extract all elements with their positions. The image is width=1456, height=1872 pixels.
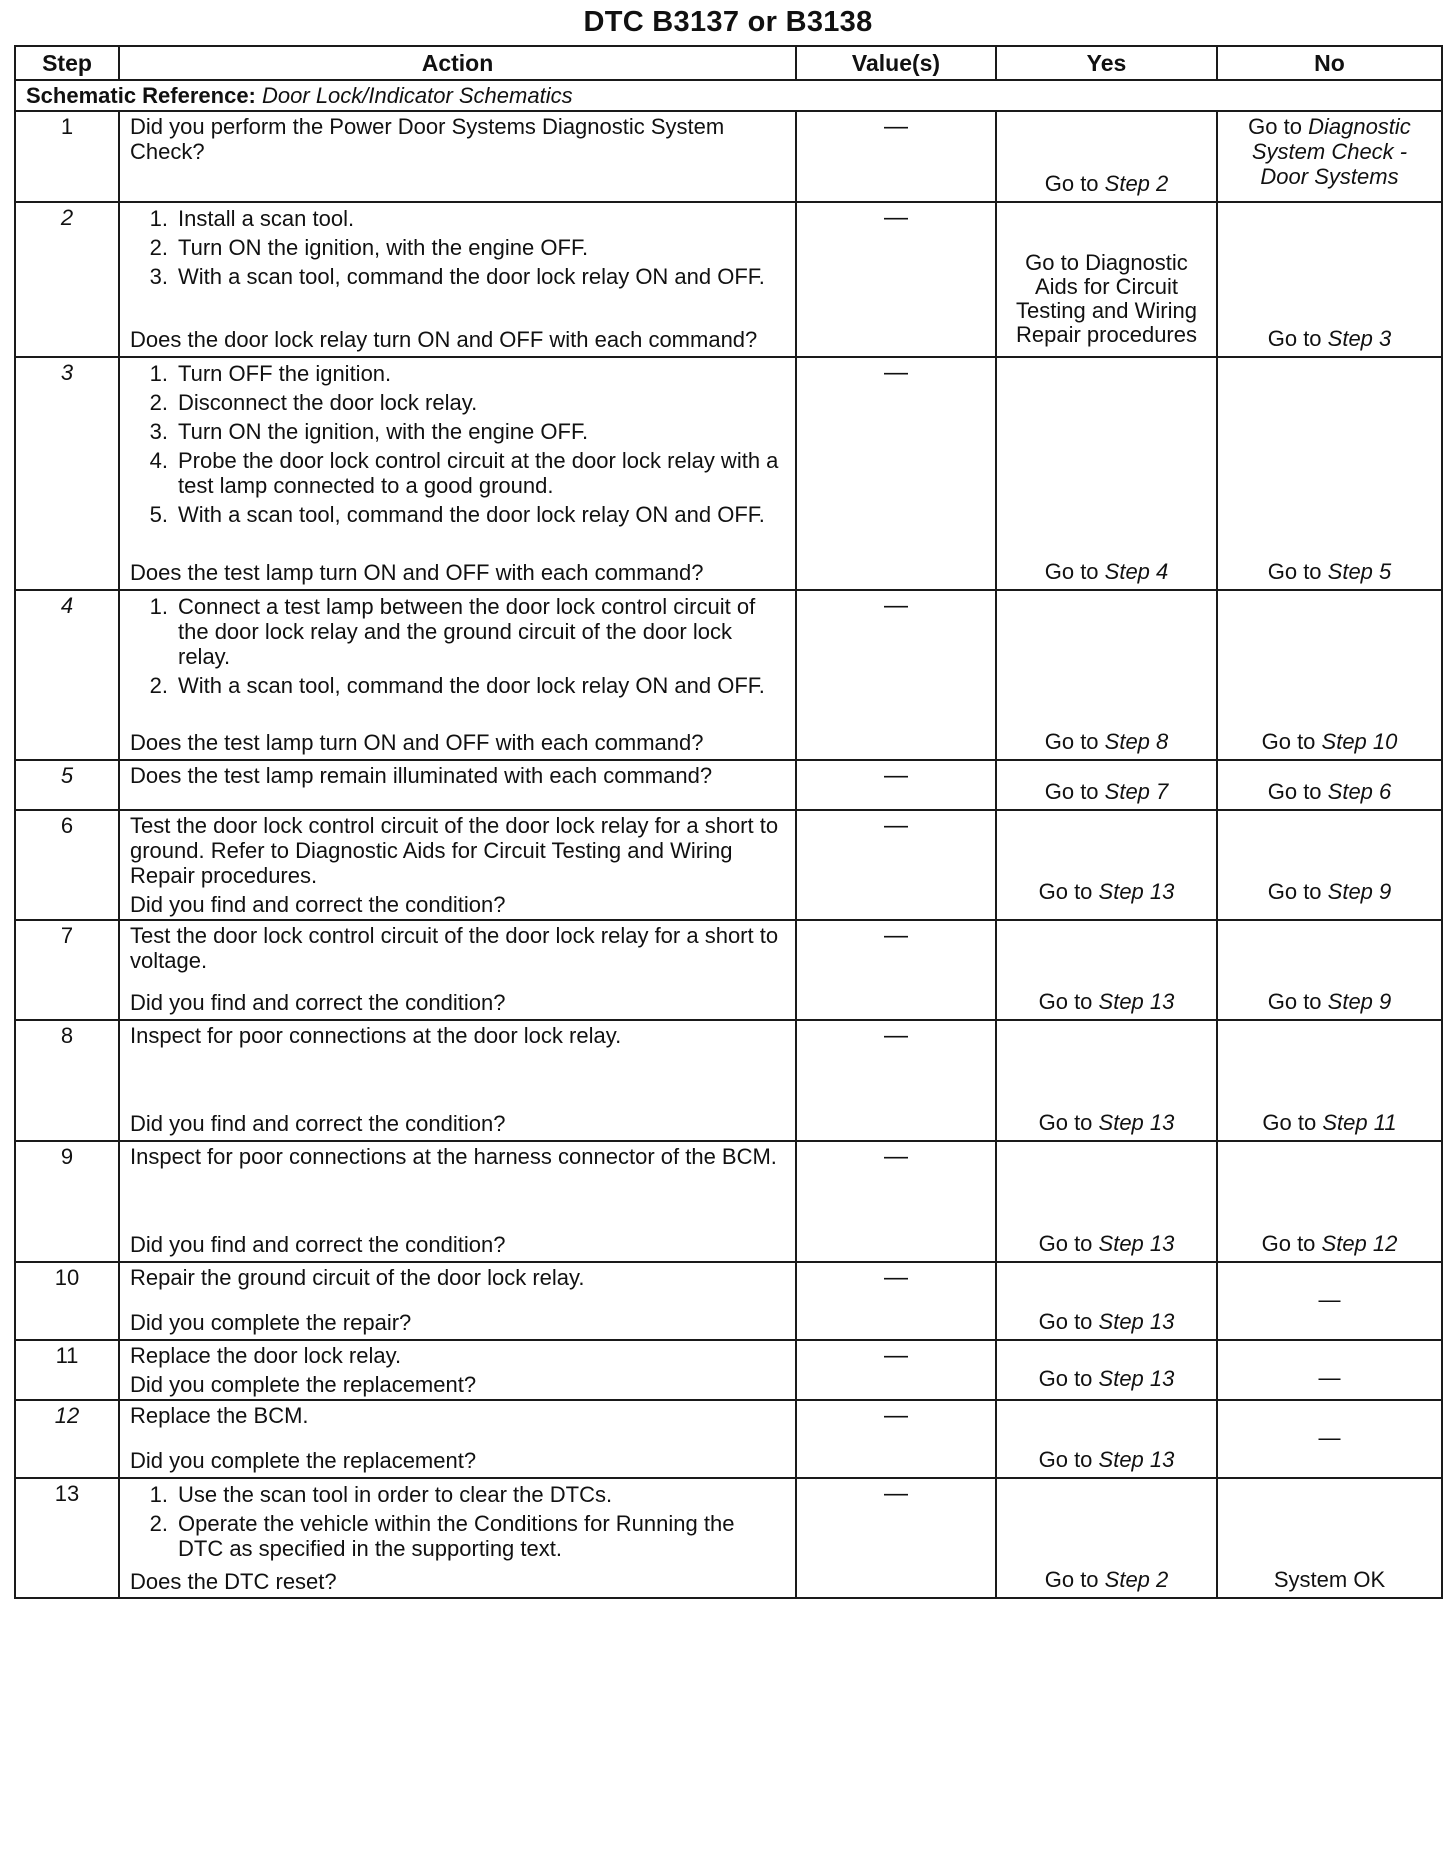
goto-prefix: Go to xyxy=(1038,1309,1099,1334)
no-content xyxy=(1228,205,1431,352)
action-cell xyxy=(119,202,796,357)
yes-goto[interactable] xyxy=(1007,879,1206,905)
action-item-text: Turn OFF the ignition. xyxy=(178,361,392,386)
action-text: Replace the door lock relay. xyxy=(130,1343,402,1368)
header-values: Value(s) xyxy=(796,46,996,80)
action-list xyxy=(130,361,785,531)
action-item-number: 1. xyxy=(149,594,168,619)
yes-cell xyxy=(996,357,1217,590)
goto-prefix: Go to xyxy=(1038,1366,1099,1391)
no-cell xyxy=(1217,1400,1442,1478)
action-item-text: With a scan tool, command the door lock relay ON and OFF. xyxy=(178,502,765,527)
value-cell: — xyxy=(796,760,996,810)
yes-content xyxy=(1007,763,1206,805)
step-number: 2 xyxy=(15,202,119,357)
yes-goto[interactable] xyxy=(1007,1447,1206,1473)
no-cell xyxy=(1217,1262,1442,1340)
no-goto[interactable] xyxy=(1228,779,1431,805)
action-content xyxy=(130,114,785,197)
no-content xyxy=(1228,1343,1431,1392)
action-cell xyxy=(119,1262,796,1340)
yes-cell xyxy=(996,760,1217,810)
step-number: 9 xyxy=(15,1141,119,1262)
no-content xyxy=(1228,1403,1431,1473)
no-cell xyxy=(1217,1478,1442,1598)
goto-target: Step 9 xyxy=(1327,989,1392,1014)
yes-cell xyxy=(996,1141,1217,1262)
yes-goto[interactable] xyxy=(1007,1231,1206,1257)
goto-prefix: Go to xyxy=(1267,326,1328,351)
action-text: Repair the ground circuit of the door lock relay. xyxy=(130,1265,585,1290)
goto-target: Step 13 xyxy=(1098,1447,1175,1472)
action-content xyxy=(130,1265,785,1335)
no-content xyxy=(1228,923,1431,1015)
no-content xyxy=(1228,1265,1431,1335)
action-list-item xyxy=(130,361,785,386)
no-goto[interactable] xyxy=(1228,559,1431,585)
table-row xyxy=(15,357,1442,590)
step-number: 1 xyxy=(15,111,119,202)
goto-target: Step 2 xyxy=(1104,171,1169,196)
action-item-text: Disconnect the door lock relay. xyxy=(178,390,478,415)
action-question: Did you complete the replacement? xyxy=(130,1372,477,1397)
goto-prefix: Go to xyxy=(1038,879,1099,904)
value-cell: — xyxy=(796,1478,996,1598)
table-row xyxy=(15,111,1442,202)
action-question: Does the DTC reset? xyxy=(130,1569,337,1594)
action-list-item xyxy=(130,1482,785,1507)
action-question: Does the test lamp turn ON and OFF with each command? xyxy=(130,560,704,585)
header-action: Action xyxy=(119,46,796,80)
goto-target: Step 13 xyxy=(1098,879,1175,904)
goto-target: Step 10 xyxy=(1321,729,1398,754)
schematic-reference xyxy=(15,80,1442,111)
yes-goto[interactable] xyxy=(1007,779,1206,805)
table-row xyxy=(15,590,1442,760)
action-text: Inspect for poor connections at the door lock relay. xyxy=(130,1023,622,1048)
yes-goto[interactable] xyxy=(1007,729,1206,755)
value-cell: — xyxy=(796,1141,996,1262)
value-cell: — xyxy=(796,810,996,920)
action-item-text: Operate the vehicle within the Conditions for Running the DTC as specified in the supporting text. xyxy=(178,1511,735,1561)
no-cell xyxy=(1217,810,1442,920)
action-item-text: Install a scan tool. xyxy=(178,206,355,231)
action-text: Did you perform the Power Door Systems Diagnostic System Check? xyxy=(130,114,725,164)
action-list xyxy=(130,206,785,293)
no-cell xyxy=(1217,590,1442,760)
goto-target: Step 13 xyxy=(1098,1366,1175,1391)
yes-content xyxy=(1007,1343,1206,1392)
no-dash: — xyxy=(1318,1425,1341,1450)
action-item-number: 4. xyxy=(149,448,168,473)
goto-target: Step 3 xyxy=(1327,326,1392,351)
action-list-item xyxy=(130,502,785,527)
yes-goto[interactable] xyxy=(1007,1309,1206,1335)
goto-target: Step 2 xyxy=(1104,1567,1169,1592)
value-cell: — xyxy=(796,1400,996,1478)
no-content xyxy=(1228,1481,1431,1593)
step-number: 11 xyxy=(15,1340,119,1400)
action-content xyxy=(130,813,785,917)
yes-content xyxy=(1007,1265,1206,1335)
table-header-row xyxy=(15,46,1442,80)
no-dash: — xyxy=(1318,1287,1341,1312)
action-cell xyxy=(119,1478,796,1598)
goto-prefix: Go to xyxy=(1267,779,1328,804)
action-list-item xyxy=(130,264,785,289)
action-question: Does the test lamp remain illuminated with each command? xyxy=(130,763,713,788)
goto-prefix: Go to xyxy=(1038,989,1099,1014)
action-question: Did you find and correct the condition? xyxy=(130,892,506,917)
action-content xyxy=(130,763,785,805)
goto-prefix: Go to xyxy=(1044,729,1105,754)
no-cell xyxy=(1217,1141,1442,1262)
value-cell: — xyxy=(796,1340,996,1400)
no-content xyxy=(1228,1023,1431,1136)
yes-goto[interactable] xyxy=(1007,1567,1206,1593)
yes-cell xyxy=(996,1262,1217,1340)
action-cell xyxy=(119,1340,796,1400)
table-row xyxy=(15,920,1442,1020)
step-number: 4 xyxy=(15,590,119,760)
goto-prefix: Go to xyxy=(1261,1231,1322,1256)
goto-prefix: Go to xyxy=(1044,171,1105,196)
action-item-text: Turn ON the ignition, with the engine OFF. xyxy=(178,235,589,260)
goto-prefix: Go to xyxy=(1038,1110,1099,1135)
no-cell xyxy=(1217,111,1442,202)
action-cell xyxy=(119,1020,796,1141)
yes-content xyxy=(1007,923,1206,1015)
no-goto[interactable] xyxy=(1228,326,1431,352)
value-cell: — xyxy=(796,111,996,202)
schematic-label: Schematic Reference: xyxy=(26,83,256,108)
yes-cell xyxy=(996,1478,1217,1598)
action-text: Test the door lock control circuit of the door lock relay for a short to voltage. xyxy=(130,923,779,973)
yes-content xyxy=(1007,360,1206,585)
spacer xyxy=(130,1428,785,1448)
action-question: Did you find and correct the condition? xyxy=(130,1232,506,1257)
yes-content xyxy=(1007,813,1206,905)
action-question: Does the test lamp turn ON and OFF with each command? xyxy=(130,730,704,755)
spacer xyxy=(130,531,785,560)
action-list-item xyxy=(130,235,785,260)
action-cell xyxy=(119,357,796,590)
no-dash: — xyxy=(1318,1365,1341,1390)
action-cell xyxy=(119,1141,796,1262)
goto-target: Step 13 xyxy=(1098,1110,1175,1135)
action-item-number: 5. xyxy=(149,502,168,527)
table-row xyxy=(15,760,1442,810)
action-list xyxy=(130,1482,785,1565)
yes-content xyxy=(1007,114,1206,197)
yes-content xyxy=(1007,1144,1206,1257)
yes-content xyxy=(1007,1023,1206,1136)
action-question: Did you complete the repair? xyxy=(130,1310,412,1335)
step-number: 13 xyxy=(15,1478,119,1598)
value-cell: — xyxy=(796,590,996,760)
value-cell: — xyxy=(796,202,996,357)
action-content xyxy=(130,205,785,352)
goto-target: Step 7 xyxy=(1104,779,1169,804)
action-content xyxy=(130,1403,785,1473)
goto-target: Step 13 xyxy=(1098,1309,1175,1334)
action-content xyxy=(130,360,785,585)
action-list-item xyxy=(130,448,785,498)
header-step: Step xyxy=(15,46,119,80)
action-item-number: 3. xyxy=(149,419,168,444)
action-item-text: With a scan tool, command the door lock relay ON and OFF. xyxy=(178,673,765,698)
goto-target: Step 13 xyxy=(1098,989,1175,1014)
schematic-link[interactable]: Door Lock/Indicator Schematics xyxy=(262,83,573,108)
goto-prefix: Go to xyxy=(1044,559,1105,584)
yes-content xyxy=(1007,593,1206,755)
yes-goto[interactable] xyxy=(1007,1110,1206,1136)
goto-prefix: Go to xyxy=(1044,1567,1105,1592)
value-cell: — xyxy=(796,920,996,1020)
goto-prefix: Go to xyxy=(1267,879,1328,904)
action-content xyxy=(130,593,785,755)
action-item-text: Probe the door lock control circuit at the door lock relay with a test lamp connected to a good ground. xyxy=(178,448,779,498)
action-list xyxy=(130,594,785,702)
table-row xyxy=(15,1141,1442,1262)
no-goto[interactable] xyxy=(1228,1231,1431,1257)
action-list-item xyxy=(130,594,785,669)
goto-target: Step 9 xyxy=(1327,879,1392,904)
yes-content xyxy=(1007,1403,1206,1473)
table-row xyxy=(15,1340,1442,1400)
spacer xyxy=(130,1048,785,1111)
yes-cell xyxy=(996,810,1217,920)
step-number: 7 xyxy=(15,920,119,1020)
action-question: Did you find and correct the condition? xyxy=(130,990,506,1015)
yes-cell xyxy=(996,590,1217,760)
action-item-text: Use the scan tool in order to clear the DTCs. xyxy=(178,1482,613,1507)
action-list-item xyxy=(130,206,785,231)
document-title: DTC B3137 or B3138 xyxy=(583,6,873,38)
action-list-item xyxy=(130,390,785,415)
table-row xyxy=(15,1020,1442,1141)
goto-target: Step 6 xyxy=(1327,779,1392,804)
table-row xyxy=(15,202,1442,357)
spacer xyxy=(130,973,785,990)
goto-prefix: Go to xyxy=(1267,989,1328,1014)
no-goto[interactable]: System OK xyxy=(1273,1567,1386,1592)
action-item-number: 1. xyxy=(149,206,168,231)
goto-prefix: Go to xyxy=(1044,779,1105,804)
action-question: Did you complete the replacement? xyxy=(130,1448,477,1473)
value-cell: — xyxy=(796,1020,996,1141)
goto-prefix: Go to xyxy=(1262,1110,1323,1135)
yes-cell xyxy=(996,1020,1217,1141)
action-list-item xyxy=(130,419,785,444)
no-goto[interactable] xyxy=(1228,729,1431,755)
action-item-text: Connect a test lamp between the door lock control circuit of the door lock relay and the ground circuit of the door lock relay. xyxy=(178,594,756,669)
spacer xyxy=(130,1290,785,1310)
step-number: 8 xyxy=(15,1020,119,1141)
action-item-number: 2. xyxy=(149,1511,168,1536)
goto-target: Step 11 xyxy=(1322,1110,1397,1135)
action-text: Inspect for poor connections at the harness connector of the BCM. xyxy=(130,1144,777,1169)
action-question: Does the door lock relay turn ON and OFF with each command? xyxy=(130,327,758,352)
no-goto[interactable] xyxy=(1228,989,1431,1015)
action-item-number: 2. xyxy=(149,390,168,415)
header-no: No xyxy=(1217,46,1442,80)
no-goto[interactable] xyxy=(1228,1110,1431,1136)
step-number: 12 xyxy=(15,1400,119,1478)
step-number: 6 xyxy=(15,810,119,920)
goto-prefix: Go to xyxy=(1248,114,1309,139)
action-content xyxy=(130,923,785,1015)
action-cell xyxy=(119,1400,796,1478)
yes-goto[interactable] xyxy=(1007,559,1206,585)
yes-cell xyxy=(996,111,1217,202)
spacer xyxy=(130,702,785,730)
yes-content xyxy=(1007,205,1206,352)
spacer xyxy=(130,293,785,327)
table-row xyxy=(15,1478,1442,1598)
no-content xyxy=(1228,813,1431,905)
action-cell xyxy=(119,590,796,760)
yes-goto[interactable] xyxy=(1007,1366,1206,1392)
no-cell xyxy=(1217,920,1442,1020)
yes-goto[interactable] xyxy=(1007,171,1206,197)
action-list-item xyxy=(130,673,785,698)
goto-prefix: Go to xyxy=(1267,559,1328,584)
goto-target: Diagnostic System Check - Door Systems xyxy=(1251,114,1411,189)
no-goto[interactable] xyxy=(1228,114,1431,189)
goto-target: Step 12 xyxy=(1321,1231,1398,1256)
value-cell: — xyxy=(796,357,996,590)
action-cell xyxy=(119,810,796,920)
action-cell xyxy=(119,111,796,202)
schematic-row xyxy=(15,80,1442,111)
action-item-text: With a scan tool, command the door lock relay ON and OFF. xyxy=(178,264,765,289)
no-content xyxy=(1228,1144,1431,1257)
goto-target: Step 5 xyxy=(1327,559,1392,584)
spacer xyxy=(130,1169,785,1232)
yes-goto[interactable] xyxy=(1007,989,1206,1015)
table-row xyxy=(15,1262,1442,1340)
action-content xyxy=(130,1023,785,1136)
action-item-number: 3. xyxy=(149,264,168,289)
action-question: Did you find and correct the condition? xyxy=(130,1111,506,1136)
step-number: 10 xyxy=(15,1262,119,1340)
action-cell xyxy=(119,920,796,1020)
action-text: Replace the BCM. xyxy=(130,1403,309,1428)
action-item-text: Turn ON the ignition, with the engine OFF. xyxy=(178,419,589,444)
no-cell xyxy=(1217,1340,1442,1400)
no-content xyxy=(1228,593,1431,755)
goto-prefix: Go to xyxy=(1261,729,1322,754)
goto-prefix: Go to xyxy=(1038,1231,1099,1256)
action-content xyxy=(130,1343,785,1397)
action-item-number: 2. xyxy=(149,673,168,698)
value-cell: — xyxy=(796,1262,996,1340)
yes-content xyxy=(1007,1481,1206,1593)
yes-cell xyxy=(996,920,1217,1020)
goto-prefix: Go to xyxy=(1038,1447,1099,1472)
no-cell xyxy=(1217,202,1442,357)
no-cell xyxy=(1217,760,1442,810)
table-row xyxy=(15,810,1442,920)
table-row xyxy=(15,1400,1442,1478)
no-goto[interactable] xyxy=(1228,879,1431,905)
step-number: 3 xyxy=(15,357,119,590)
action-cell xyxy=(119,760,796,810)
yes-cell xyxy=(996,1340,1217,1400)
header-yes: Yes xyxy=(996,46,1217,80)
action-item-number: 1. xyxy=(149,1482,168,1507)
no-cell xyxy=(1217,357,1442,590)
goto-target: Step 4 xyxy=(1104,559,1169,584)
step-number: 5 xyxy=(15,760,119,810)
action-content xyxy=(130,1144,785,1257)
no-content xyxy=(1228,360,1431,585)
goto-target: Step 8 xyxy=(1104,729,1169,754)
action-item-number: 2. xyxy=(149,235,168,260)
goto-target: Step 13 xyxy=(1098,1231,1175,1256)
no-cell xyxy=(1217,1020,1442,1141)
yes-cell xyxy=(996,202,1217,357)
diagnostic-table xyxy=(14,45,1443,1599)
action-list-item xyxy=(130,1511,785,1561)
no-content xyxy=(1228,763,1431,805)
action-text: Test the door lock control circuit of the door lock relay for a short to ground. Refer to Diagnostic Aids for Circuit Testing and Wiring Repair procedures. xyxy=(130,813,779,888)
action-item-number: 1. xyxy=(149,361,168,386)
yes-goto[interactable]: Go to Diagnostic Aids for Circuit Testing and Wiring Repair procedures xyxy=(1016,249,1197,347)
yes-cell xyxy=(996,1400,1217,1478)
no-content xyxy=(1228,114,1431,197)
action-content xyxy=(130,1481,785,1594)
